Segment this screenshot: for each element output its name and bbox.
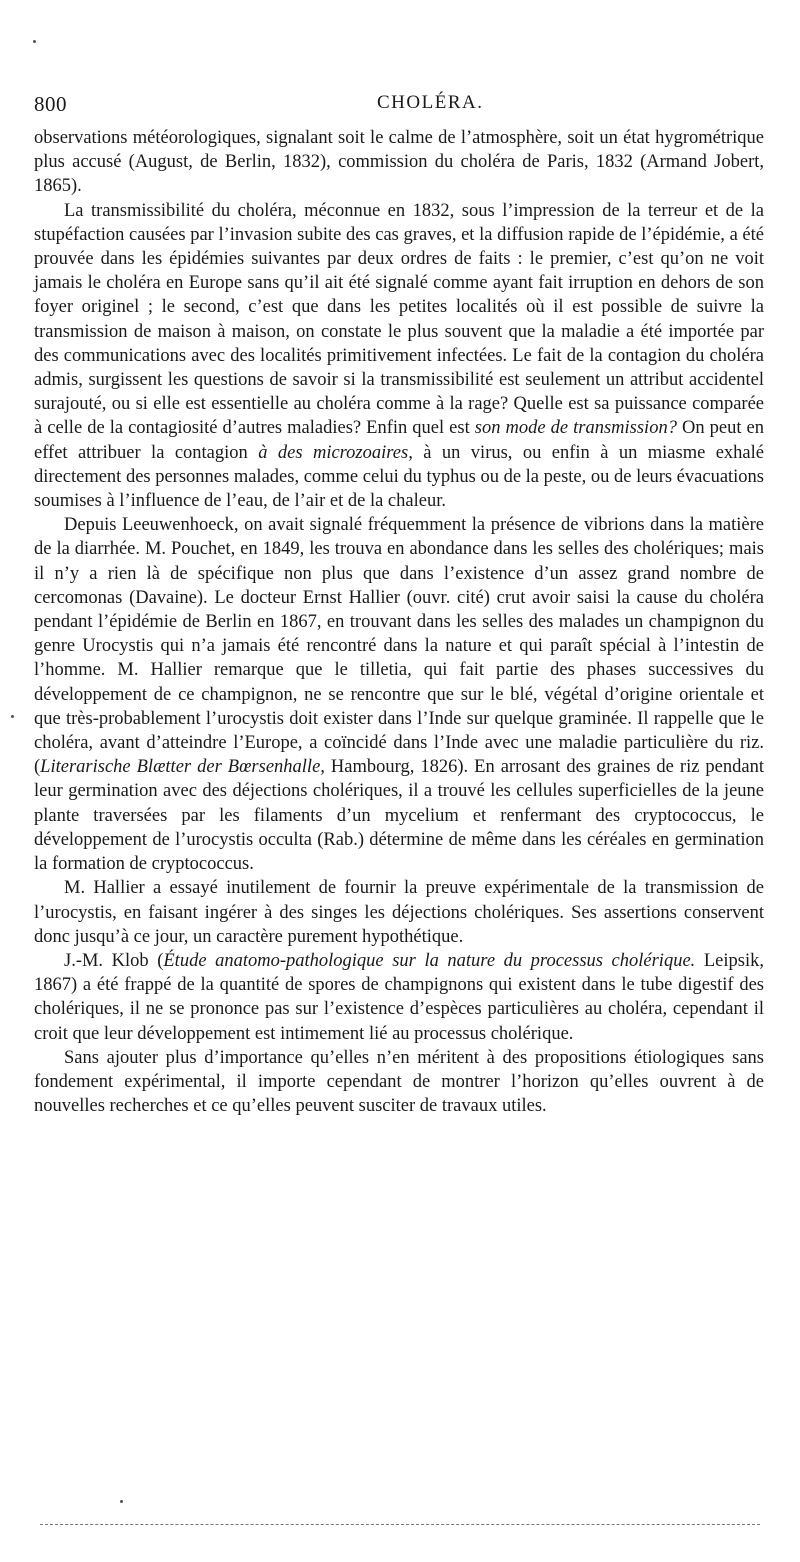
print-speck bbox=[33, 40, 36, 43]
text-run: M. Hallier a essayé inutilement de fournir la preuve expérimentale de la transmission de l’urocystis, en faisant ingérer à des singes les déjections cholériques. Ses assertions conservent donc jusqu’à ce jour, un caractère purement hypothétique. bbox=[34, 878, 764, 947]
paragraph bbox=[34, 1046, 764, 1119]
text-run: Depuis Leeuwenhoeck, on avait signalé fréquemment la présence de vibrions dans la matière de la diarrhée. M. Pouchet, en 1849, les trouva en abondance dans les selles des cholériques; mais il n’y a rien là de spécifique non plus que dans l’existence d’un assez grand nombre de cercomonas (Davaine). Le docteur Ernst Hallier (ouvr. cité) crut avoir saisi la cause du choléra pendant l’épidémie de Berlin en 1867, en trouvant dans les selles des malades un champignon du genre Urocystis qui n’a jamais été rencontré dans la nature et qui paraît spécial à l’intestin de l’homme. M. Hallier remarque que le tilletia, qui fait partie des phases successives du développement de ce champignon, ne se rencontre que sur le blé, végétal d’origine orientale et que très-probablement l’urocystis doit exister dans l’Inde sur quelque graminée. Il rappelle que le choléra, avant d’atteindre l’Europe, a coïncidé dans l’Inde avec une maladie particulière du riz.( bbox=[34, 515, 764, 778]
page-number: 800 bbox=[34, 92, 67, 116]
italic-run: son mode de transmission? bbox=[474, 418, 677, 439]
text-run: La transmissibilité du choléra, méconnue en 1832, sous l’impression de la terreur et de la stupéfaction causées par l’invasion subite des cas graves, et la diffusion rapide de l’épidémie, a été prouvée dans les épidémies suivantes par deux ordres de faits : le premier, c’est qu’on ne voit jamais le choléra en Europe sans qu’il ait été signalé comme ayant fait irruption en dehors de son foyer originel ; le second, c’est que dans les petites localités où il est possible de suivre la transmission de maison à maison, on constate le plus souvent que la maladie a été importée par des communications avec des localités primitivement infectées. Le fait de la contagion du choléra admis, surgissent les questions de savoir si la transmissibilité est seulement un attribut accidentel surajouté, ou si elle est essentielle au choléra comme à la rage? Quelle est sa puissance comparée à celle de la contagiosité d’autres maladies? Enfin quel est bbox=[34, 200, 764, 439]
text-run: J.-M. Klob ( bbox=[64, 950, 164, 971]
page-header bbox=[34, 92, 766, 120]
running-title: CHOLÉRA. bbox=[377, 92, 484, 113]
text-run: observations météorologiques, signalant soit le calme de l’atmosphère, soit un état hygrométrique plus accusé (August, de Berlin, 1832), commission du choléra de Paris, 1832 (Armand Jobert, 1865). bbox=[34, 128, 764, 197]
text-run: Hambourg, 1826). En arrosant des graines de riz pendant leur germination avec des déjections cholériques, il a trouvé les cellules superficielles de la jeune plante traversées par les filaments d’un mycelium et renfermant des cryptococcus, le développement de l’urocystis occulta (Rab.) détermine de même dans les céréales en germination la formation de cryptococcus. bbox=[34, 757, 764, 875]
text-run: Leipsik, 1867) a été frappé de la quantité de spores de champignons qui existent dans le tube digestif des cholériques, il ne se prononce pas sur l’existence d’espèces particulières au choléra, cependant il croit que leur développement est intimement lié au processus cholérique. bbox=[34, 950, 764, 1044]
paragraph bbox=[34, 199, 764, 514]
paragraph bbox=[34, 876, 764, 949]
bottom-rule bbox=[40, 1524, 760, 1525]
body-text bbox=[34, 126, 764, 1118]
text-run: On peut en effet attribuer la contagion bbox=[34, 418, 764, 463]
paragraph bbox=[34, 513, 764, 876]
text-run: Sans ajouter plus d’importance qu’elles n’en méritent à des propositions étiologiques sans fondement expérimental, il importe cependant de montrer l’horizon qu’elles ouvrent à de nouvelles recherches et ce qu’elles peuvent susciter de travaux utiles. bbox=[34, 1047, 764, 1117]
paragraph bbox=[34, 126, 764, 199]
print-speck bbox=[11, 715, 14, 718]
italic-run: à des microzoaires, bbox=[258, 442, 413, 463]
italic-run: Literarische Blætter der Bœrsenhalle, bbox=[40, 757, 325, 778]
italic-run: Étude anatomo-pathologique sur la nature du processus cholérique. bbox=[163, 950, 696, 971]
text-run: à un virus, ou enfin à un miasme exhalé directement des personnes malades, comme celui du typhus ou de la peste, ou de leurs évacuations soumises à l’influence de l’eau, de l’air et de la chaleur. bbox=[34, 442, 765, 512]
print-speck bbox=[120, 1500, 123, 1503]
paragraph bbox=[34, 949, 764, 1046]
